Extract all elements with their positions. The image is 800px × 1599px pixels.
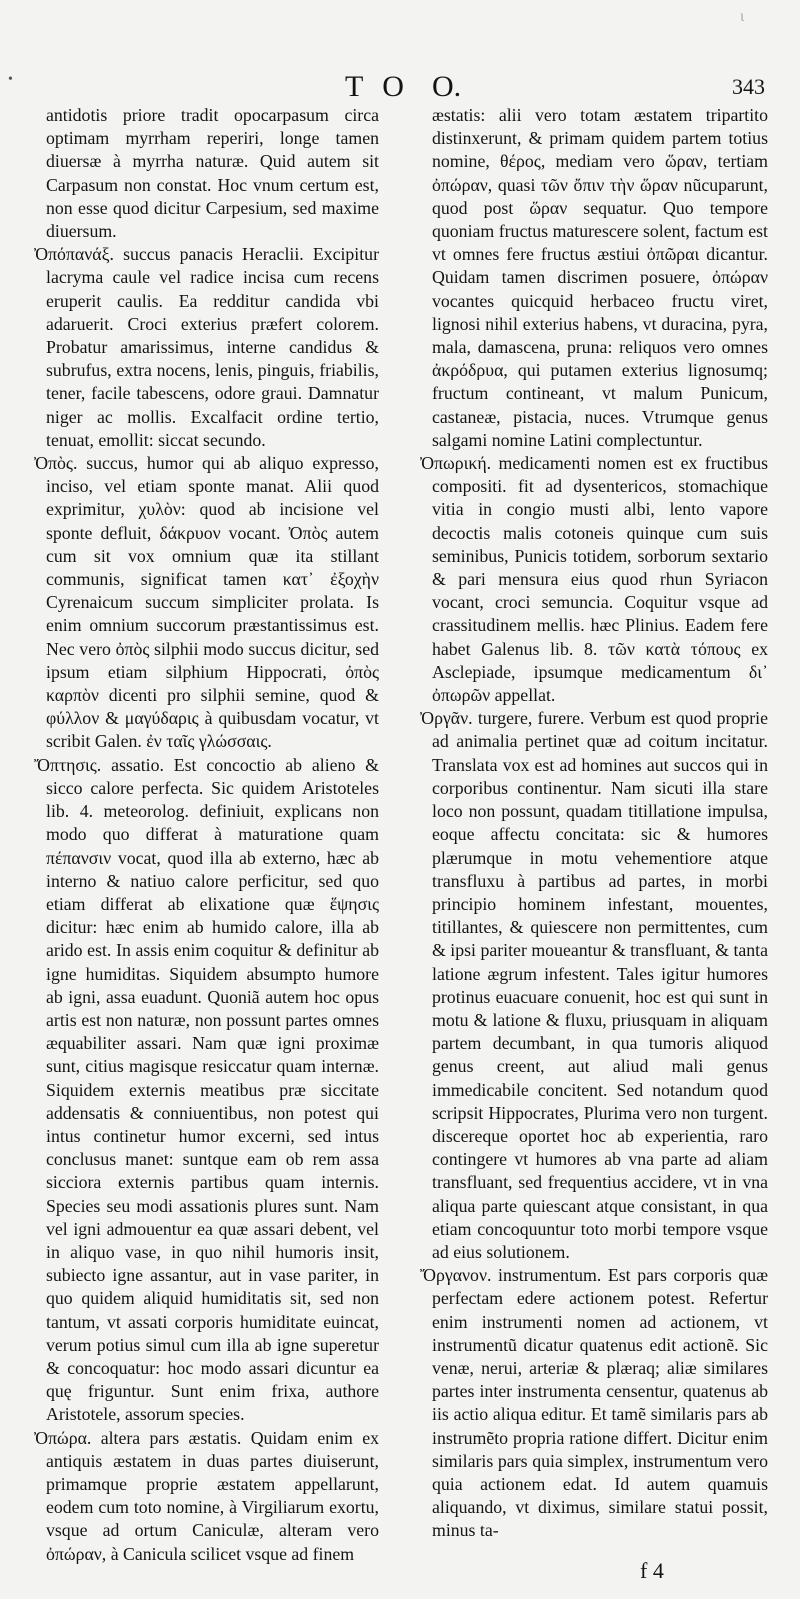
header-right: O. (432, 70, 462, 103)
corner-mark: ι (740, 8, 745, 25)
dictionary-entry: Ὄργανον. instrumentum. Est pars corporis quæ perfectam edere actionem potest. Refertur enim instrumenti nomen ad actionem, vt instrumentũ dicatur quatenus edit actionẽ. Sic venæ, nerui, arteriæ & plæraq; aliæ similares partes inter instrumenta censentur, quatenus ab iis actio aliqua editur. Et tamẽ similaris pars ab instrumẽto propria ratione differt. Dicitur enim similaris pars quia simplex, instrumentum vero quia actionem edat. Id autem quamuis aliquando, vt diximus, similare statui possit, minus ta- (420, 1265, 768, 1541)
signature-mark: f 4 (640, 1558, 664, 1583)
page-number: 343 (732, 74, 765, 99)
dictionary-entry: Ὀργᾶν. turgere, furere. Verbum est quod proprie ad animalia pertinet quæ ad coitum incitatur. Translata vox est ad homines aut succos qui in corporibus continentur. Nam sicuti illa stare loco non possunt, quadam titillatione impulsa, eoque affectu concitata: sic & humores plærumque in motu vehementiore atque transfluxu à partibus ad partes, in morbi principio hominem infestant, mouentes, titillantes, & quiescere non permittentes, cum & ipsi pariter moueantur & transfluant, & tanta latione ægrum infestent. Tales igitur humores protinus euacuare conuenit, hoc est qui sunt in motu & latione & fluxu, priusquam in aliquam partem decumbant, in qua tumoris aliquod genus creent, aut aliud mali genus immedicabile concitent. Sed notandum quod scripsit Hippocrates, Plurima vero non turgent. discereque oportet hoc ab experientia, raro contingere vt humores ab vna parte ad aliam transfluant, sed frequentius accidere, vt in vna aliqua parte quiescant atque consistant, in qua etiam concoquuntur toto morbi tempore vsque ad eius solutionem. (420, 708, 768, 1262)
header-left: T O (345, 70, 410, 103)
dictionary-entry: Ὀπωρική. medicamenti nomen est ex fructibus compositi. fit ad dysentericos, stomachique vitia in congio musti albi, lento vapore decoctis malis cotoneis quinque cum suis seminibus, Punicis totidem, sorborum sextario & pari mensura eius quod rhun Syriacon vocant, croci semuncia. Coquitur vsque ad crassitudinem mellis. hæc Plinius. Eadem fere habet Galenus lib. 8. τῶν κατὰ τόπους ex Asclepiade, ipsumque medicamentum δι᾽ ὀπωρῶν appellat. (420, 453, 768, 706)
dictionary-entry: Ὀπόπανάξ. succus panacis Heraclii. Excipitur lacryma caule vel radice incisa cum recens eruperit caulis. Ea redditur candida vbi adaruerit. Croci exterius præfert colorem. Probatur amarissimus, interne candidus & subrufus, extra nocens, lenis, pinguis, friabilis, tener, facile tabescens, odore graui. Damnatur niger ac mollis. Excalfacit ordine tertio, tenuat, emollit: siccat secundo. (34, 244, 379, 450)
dictionary-entry: Ὀπὸς. succus, humor qui ab aliquo expresso, inciso, vel etiam sponte manat. Alii quod exprimitur, χυλὸν: quod ab incisione vel sponte defluit, δάκρυον vocant. Ὀπὸς autem cum sit vox omnium quæ ita stillant communis, significat tamen κατ᾽ ἐξοχὴν Cyrenaicum succum simpliciter prolata. Is enim omnium succorum præstantissimus est. Nec vero ὀπὸς silphii modo succus dicitur, sed ipsum etiam silphium Hippocrati, ὀπὸς καρπὸν dicenti pro silphii semine, quod & φύλλον & μαγύδαρις à quibusdam vocatur, vt scribit Galen. ἐν ταῖς γλώσσαις. (34, 453, 379, 752)
dictionary-entry: Ὄπτησις. assatio. Est concoctio ab alieno & sicco calore perfecta. Sic quidem Aristoteles lib. 4. meteorolog. definiuit, explicans non modo quo differat à maturatione quam πέπανσιν vocat, quod illa ab externo, hæc ab interno & natiuo calore perficitur, sed quo etiam differat ab elixatione quæ ἕψησις dicitur: hæc enim ab humido calore, illa ab arido est. In assis enim coquitur & definitur ab igne humiditas. Siquidem absumpto humore ab igni, assa euadunt. Quoniã autem hoc opus artis est non naturæ, non possunt partes omnes æquabiliter assari. Nam quæ igni proximæ sunt, citius magisque resiccatur quam internæ. Siquidem externis meatibus præ siccitate addensatis & conniuentibus, non potest qui intus continetur humor excerni, sed intus conclusus manet: suntque eam ob rem assa sicciora externis partibus quam internis. Species seu modi assationis plures sunt. Nam vel igni admouentur ea quæ assari debent, vel in aliquo vase, in quo nihil humoris insit, subiecto igne assantur, aut in vase pariter, in quo quidem aliquid humiditatis sit, sed non tantum, vt assati corporis humiditate euincat, verum potius simul cum illa ab igne superetur & concoquatur: hoc modo assari dicuntur ea quę friguntur. Sunt enim frixa, authore Aristotele, assorum species. (34, 754, 379, 1425)
paragraph: æstatis: alii vero totam æstatem tripartito distinxerunt, & primam quidem partem totius nomine, θέρος, mediam vero ὥραν, tertiam ὀπώραν, quasi τῶν ὄπιν τὴν ὥραν nũcuparunt, quod post ὥραν sequatur. Quo tempore quoniam fructus maturescere solent, factum est vt omnes fere fructus æstiui ὀπῶραι dicantur. Quidam tamen discrimen posuere, ὀπώραν vocantes quicquid herbaceo fructu viret, lignosi nihil exterius habens, vt duracina, pyra, mala, damascena, pruna: reliquos vero omnes ἀκρόδρυα, qui putamen exterius lignosumq; fructum contineant, vt malum Punicum, castaneæ, pistacia, nuces. Vtrumque genus salgami nomine Latini complectuntur. (432, 105, 768, 450)
dictionary-entry: Ὀπώρα. altera pars æstatis. Quidam enim ex antiquis æstatem in duas partes diuiserunt, primamque proprie æstatem appellarunt, eodem cum toto nomine, à Virgiliarum exortu, vsque ad ortum Caniculæ, alteram vero ὀπώραν, à Canicula scilicet vsque ad finem (34, 1427, 379, 1564)
left-column (34, 104, 379, 1566)
margin-mark: • (8, 72, 13, 87)
right-column (420, 104, 768, 1543)
paragraph: antidotis priore tradit opocarpasum circa optimam myrrham reperiri, longe tamen diuersæ à myrrha naturæ. Quid autem sit Carpasum non constat. Hoc vnum certum est, non esse quod dicitur Carpesium, sed maxime diuersum. (46, 105, 379, 242)
running-header (0, 70, 800, 103)
